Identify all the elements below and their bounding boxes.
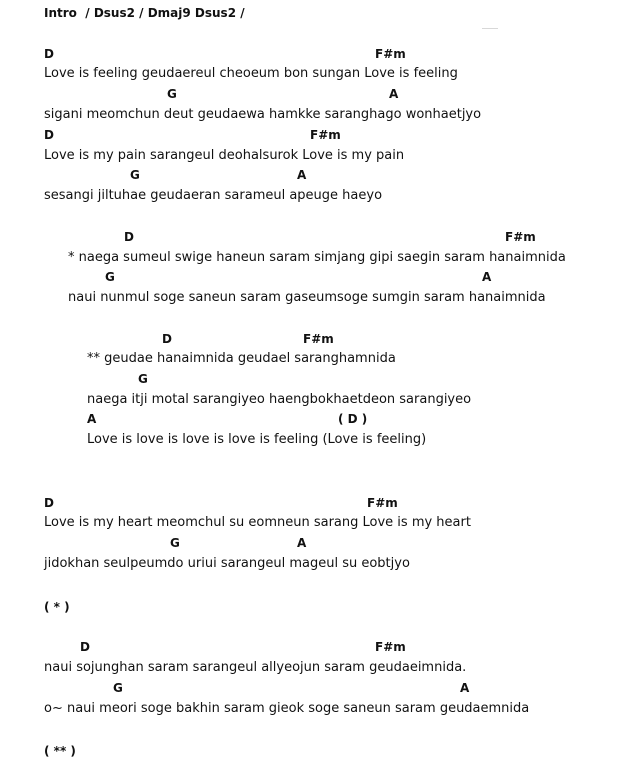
lyric-line: * naega sumeul swige haneun saram simjang gipi saegin saram hanaimnida [68,250,566,265]
chord: D [44,496,54,510]
chord: G [138,372,148,386]
chord: G [130,168,140,182]
lyric-line: sigani meomchun deut geudaewa hamkke saranghago wonhaetjyo [44,107,482,122]
chord: D [80,640,90,654]
chord: F#m [303,332,334,346]
chord: F#m [367,496,398,510]
lyric-line: Love is feeling geudaereul cheoeum bon sungan Love is feeling [44,66,458,81]
chord: G [105,270,115,284]
chord: G [167,87,177,101]
divider [482,28,498,29]
lyric-line: Love is love is love is love is feeling (Love is feeling) [87,432,427,447]
chord: D [162,332,172,346]
lyric-line: jidokhan seulpeumdo uriui sarangeul mageul su eobtjyo [44,556,410,571]
chord: D [124,230,134,244]
chord: A [389,87,399,101]
chord: A [297,168,307,182]
lyric-line: Love is my pain sarangeul deohalsurok Love is my pain [44,148,405,163]
lyric-line: sesangi jiltuhae geudaeran sarameul apeuge haeyo [44,188,383,203]
chord: A [87,412,97,426]
lyric-line: ** geudae hanaimnida geudael saranghamnida [87,351,396,366]
chord: A [460,681,470,695]
chord: D [44,128,54,142]
chord: A [297,536,307,550]
repeat-marker: ( ** ) [44,744,76,758]
lyric-line: naega itji motal sarangiyeo haengbokhaetdeon sarangiyeo [87,392,472,407]
lyric-line: o~ naui meori soge bakhin saram gieok soge saneun saram geudaemnida [44,701,530,716]
chord: F#m [375,47,406,61]
chord: ( D ) [338,412,368,426]
lyric-line: Love is my heart meomchul su eomneun sarang Love is my heart [44,515,471,530]
lyric-line: naui sojunghan saram sarangeul allyeojun saram geudaeimnida. [44,660,467,675]
intro-line: Intro / Dsus2 / Dmaj9 Dsus2 / [44,6,245,20]
chord: G [113,681,123,695]
repeat-marker: ( * ) [44,600,70,614]
chord: G [170,536,180,550]
chord: F#m [375,640,406,654]
lyric-line: naui nunmul soge saneun saram gaseumsoge sumgin saram hanaimnida [68,290,546,305]
chord: F#m [505,230,536,244]
chord: A [482,270,492,284]
chord: D [44,47,54,61]
chord: F#m [310,128,341,142]
